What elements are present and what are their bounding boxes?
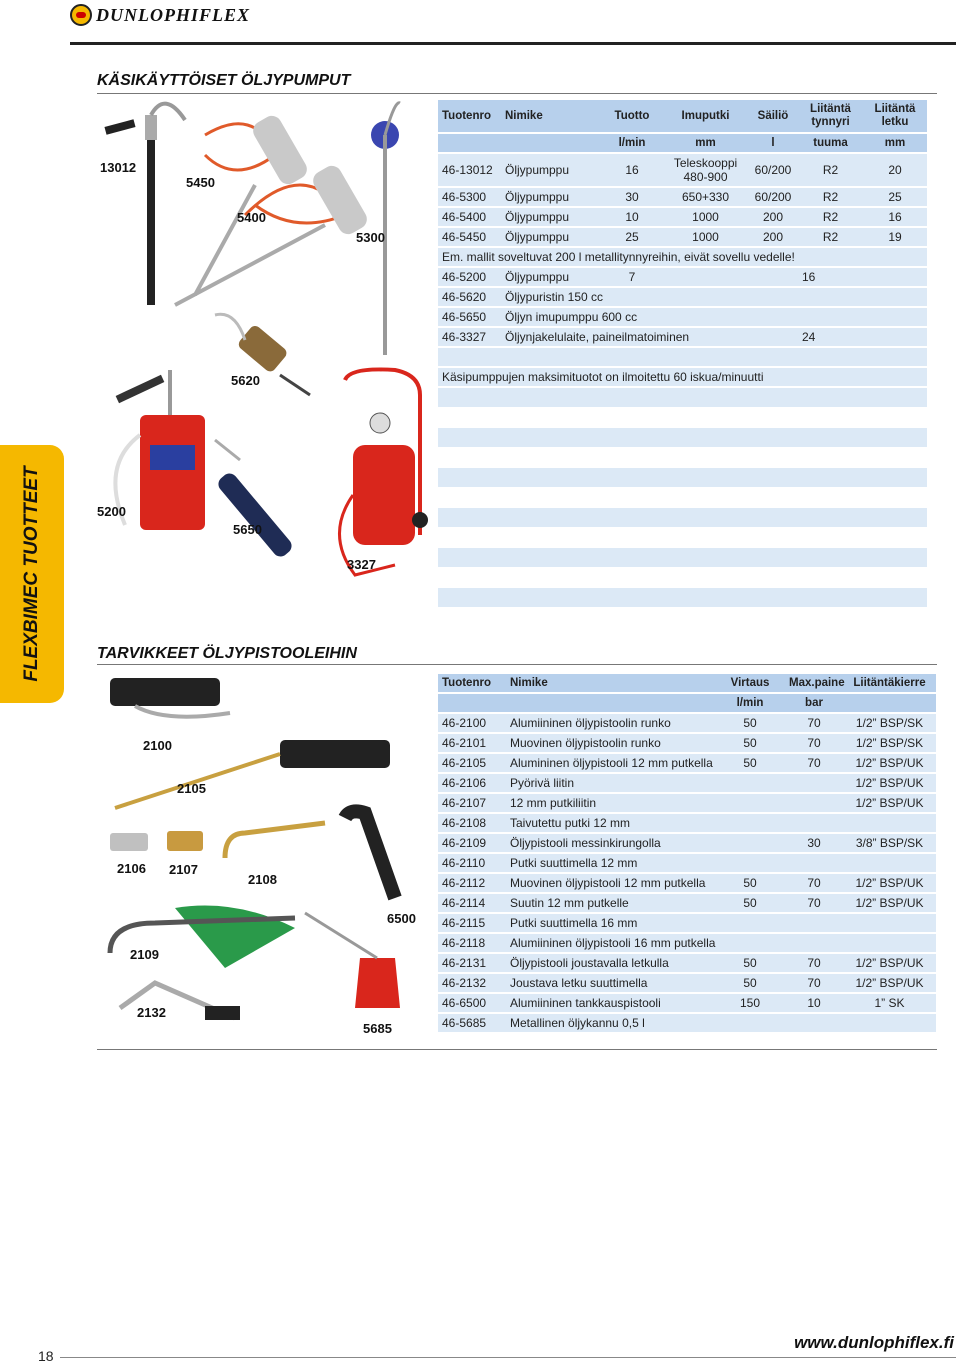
accessory-illustrations (95, 668, 435, 1043)
pump-5450-image (195, 112, 310, 295)
col-header: Säiliö (748, 100, 798, 132)
table-row (438, 268, 927, 286)
cell: 650+330 (663, 188, 748, 206)
cell: Alumiininen tankkauspistooli (506, 994, 715, 1012)
cell: 46-2112 (438, 874, 506, 892)
dunlop-d-icon (70, 4, 92, 26)
table-row (438, 328, 927, 346)
table-header-row (438, 674, 936, 692)
cell: Öljypistooli joustavalla letkulla (506, 954, 715, 972)
unit-cell: bar (785, 694, 843, 712)
cell: 1/2” BSP/UK (843, 974, 936, 992)
pump-5650-image (215, 440, 295, 560)
pump-3327-image (339, 369, 428, 575)
cell (785, 794, 843, 812)
cell (843, 914, 936, 932)
cell: 50 (715, 714, 785, 732)
blank-row (438, 468, 927, 487)
cell: Öljypumppu (501, 228, 601, 246)
pump-table (438, 98, 927, 388)
cell: Öljypumppu (501, 188, 601, 206)
cell: Teleskooppi 480-900 (663, 154, 748, 186)
table-units-row (438, 694, 936, 712)
table-row (438, 994, 936, 1012)
cell: 25 (863, 188, 927, 206)
cell: Taivutettu putki 12 mm (506, 814, 715, 832)
cell (715, 934, 785, 952)
cell: Alumiininen öljypistooli 16 mm putkella (506, 934, 715, 952)
cell: 46-2106 (438, 774, 506, 792)
picture-label: 2108 (248, 872, 277, 887)
table-row (438, 228, 927, 246)
cell: Joustava letku suuttimella (506, 974, 715, 992)
blank-row (438, 388, 927, 407)
cell (785, 854, 843, 872)
section2-bottom-rule (97, 1049, 937, 1050)
section1-title: KÄSIKÄYTTÖISET ÖLJYPUMPUT (97, 72, 351, 89)
cell: Putki suuttimella 16 mm (506, 914, 715, 932)
footer-rule (60, 1357, 956, 1358)
tube-2108-image (225, 823, 325, 858)
picture-label: 3327 (347, 557, 376, 572)
cell: Alumiininen öljypistoolin runko (506, 714, 715, 732)
blank-row (438, 428, 927, 447)
cell: 24 (798, 328, 863, 346)
cell: 46-13012 (438, 154, 501, 186)
table-note-row (438, 368, 927, 386)
table-row (438, 154, 927, 186)
table-units-row (438, 134, 927, 152)
cell (715, 1014, 785, 1032)
cell: 50 (715, 894, 785, 912)
col-header: Liitäntäkierre (843, 674, 936, 692)
swivel-2106-image (110, 833, 148, 851)
picture-label: 2132 (137, 1005, 166, 1020)
unit-cell (501, 134, 601, 152)
cell: 46-2109 (438, 834, 506, 852)
cell: 10 (601, 208, 663, 226)
table-note-row (438, 248, 927, 266)
cell: 150 (715, 994, 785, 1012)
cell: 16 (601, 154, 663, 186)
picture-label: 5620 (231, 373, 260, 388)
cell: 25 (601, 228, 663, 246)
cell: 46-2105 (438, 754, 506, 772)
col-header: Imuputki (663, 100, 748, 132)
picture-label: 5400 (237, 210, 266, 225)
section1-rule (97, 93, 937, 94)
cell: 60/200 (748, 154, 798, 186)
cell: 30 (601, 188, 663, 206)
footer-url[interactable]: www.dunlophiflex.fi (794, 1333, 954, 1352)
cell: Muovinen öljypistoolin runko (506, 734, 715, 752)
col-header: Liitäntä letku (863, 100, 927, 132)
cell: 46-2114 (438, 894, 506, 912)
cell: 46-5200 (438, 268, 501, 286)
col-header: Liitäntä tynnyri (798, 100, 863, 132)
unit-cell (438, 134, 501, 152)
unit-cell: tuuma (798, 134, 863, 152)
cell: 70 (785, 954, 843, 972)
picture-label: 6500 (387, 911, 416, 926)
note-text: Em. mallit soveltuvat 200 l metallitynnyreihin, eivät sovellu vedelle! (438, 248, 927, 266)
table-row (438, 934, 936, 952)
cell (785, 814, 843, 832)
unit-cell (506, 694, 715, 712)
table-row (438, 288, 927, 306)
picture-label: 5200 (97, 504, 126, 519)
col-header: Tuotenro (438, 100, 501, 132)
cell: 1000 (663, 208, 748, 226)
cell: 46-5300 (438, 188, 501, 206)
table-row (438, 974, 936, 992)
cell: 20 (863, 154, 927, 186)
cell: 1/2” BSP/UK (843, 874, 936, 892)
cell: Öljypumppu (501, 268, 601, 286)
brand-logo (70, 4, 250, 26)
picture-label: 5685 (363, 1021, 392, 1036)
cell (785, 914, 843, 932)
cell: 46-2108 (438, 814, 506, 832)
cell (715, 834, 785, 852)
cell: 46-5450 (438, 228, 501, 246)
cell: 70 (785, 714, 843, 732)
cell: Öljypuristin 150 cc (501, 288, 748, 306)
table-blank-row (438, 348, 927, 366)
cell: 46-5620 (438, 288, 501, 306)
cell: 16 (863, 208, 927, 226)
table-row (438, 954, 936, 972)
section2-rule (97, 664, 937, 665)
cell: 46-2101 (438, 734, 506, 752)
unit-cell: l/min (601, 134, 663, 152)
cell: 1” SK (843, 994, 936, 1012)
table-header-row (438, 100, 927, 132)
table-row (438, 714, 936, 732)
cell: 46-2110 (438, 854, 506, 872)
cell: 70 (785, 734, 843, 752)
blank-row (438, 588, 927, 607)
table-row (438, 774, 936, 792)
cell: 46-2118 (438, 934, 506, 952)
cell (785, 774, 843, 792)
table-row (438, 794, 936, 812)
note-text: Käsipumppujen maksimituotot on ilmoitettu 60 iskua/minuutti (438, 368, 927, 386)
cell: 50 (715, 974, 785, 992)
picture-label: 2109 (130, 947, 159, 962)
cell (843, 854, 936, 872)
cell (785, 1014, 843, 1032)
cell: 70 (785, 894, 843, 912)
cell: 46-3327 (438, 328, 501, 346)
cell: 70 (785, 974, 843, 992)
cell (843, 814, 936, 832)
side-tab (0, 445, 64, 703)
cell: 50 (715, 874, 785, 892)
cell: 1000 (663, 228, 748, 246)
oilcan-5685-image (305, 913, 400, 1008)
cell: 19 (863, 228, 927, 246)
cell: R2 (798, 228, 863, 246)
cell: Putki suuttimella 12 mm (506, 854, 715, 872)
cell: 46-2107 (438, 794, 506, 812)
cell: Pyörivä liitin (506, 774, 715, 792)
cell: 50 (715, 754, 785, 772)
cell: 1/2” BSP/SK (843, 714, 936, 732)
cell: 10 (785, 994, 843, 1012)
col-header: Tuotto (601, 100, 663, 132)
picture-label: 2107 (169, 862, 198, 877)
cell (715, 774, 785, 792)
cell: Suutin 12 mm putkelle (506, 894, 715, 912)
cell (843, 1014, 936, 1032)
cell: R2 (798, 154, 863, 186)
table-row (438, 914, 936, 932)
cell: 50 (715, 734, 785, 752)
table-row (438, 874, 936, 892)
cell: 50 (715, 954, 785, 972)
blank-row (438, 548, 927, 567)
cell: R2 (798, 188, 863, 206)
cell: 1/2” BSP/UK (843, 754, 936, 772)
cell: Öljypumppu (501, 208, 601, 226)
cell: 7 (601, 268, 663, 286)
cell: 1/2” BSP/SK (843, 734, 936, 752)
cell (715, 914, 785, 932)
cell: Öljypistooli messinkirungolla (506, 834, 715, 852)
header-rule (70, 42, 956, 45)
table-row (438, 814, 936, 832)
unit-cell: l (748, 134, 798, 152)
col-header: Nimike (506, 674, 715, 692)
cell: 3/8” BSP/SK (843, 834, 936, 852)
cell: 16 (798, 268, 863, 286)
unit-cell (438, 694, 506, 712)
table-row (438, 734, 936, 752)
cell: 70 (785, 874, 843, 892)
section2-title: TARVIKKEET ÖLJYPISTOOLEIHIN (97, 645, 357, 662)
cell: 46-6500 (438, 994, 506, 1012)
nozzle-6500-image (345, 811, 395, 898)
cell: 46-2115 (438, 914, 506, 932)
pump-5620-image (215, 314, 310, 395)
picture-label: 13012 (100, 160, 137, 175)
cell: 46-2100 (438, 714, 506, 732)
cell: 60/200 (748, 188, 798, 206)
pump-5300-image (371, 103, 400, 355)
cell: 46-5650 (438, 308, 501, 326)
table-row (438, 894, 936, 912)
picture-label: 2106 (117, 861, 146, 876)
table-row (438, 208, 927, 226)
cell: Öljynjakelulaite, paineilmatoiminen (501, 328, 798, 346)
gun-2100-image (110, 678, 230, 717)
blank-row (438, 508, 927, 527)
picture-label: 5450 (186, 175, 215, 190)
pump-5200-image (115, 370, 205, 530)
picture-label: 2105 (177, 781, 206, 796)
table-row (438, 1014, 936, 1032)
cell (785, 934, 843, 952)
col-header: Virtaus (715, 674, 785, 692)
pump-illustrations (95, 95, 437, 605)
cell: 70 (785, 754, 843, 772)
col-header: Nimike (501, 100, 601, 132)
cell: 1/2” BSP/UK (843, 894, 936, 912)
cell: 1/2” BSP/UK (843, 774, 936, 792)
page-number: 18 (38, 1348, 54, 1364)
unit-cell (843, 694, 936, 712)
picture-label: 2100 (143, 738, 172, 753)
table-row (438, 854, 936, 872)
col-header: Tuotenro (438, 674, 506, 692)
cell: 200 (748, 228, 798, 246)
cell: 46-2132 (438, 974, 506, 992)
cell (715, 854, 785, 872)
brand-name: DUNLOPHIFLEX (96, 4, 251, 25)
cell: Öljyn imupumppu 600 cc (501, 308, 748, 326)
cell: Muovinen öljypistooli 12 mm putkella (506, 874, 715, 892)
cell: Öljypumppu (501, 154, 601, 186)
table-row (438, 188, 927, 206)
table-row (438, 834, 936, 852)
cell: 1/2” BSP/UK (843, 794, 936, 812)
picture-label: 5650 (233, 522, 262, 537)
cell: 46-2131 (438, 954, 506, 972)
cell: Alumininen öljypistooli 12 mm putkella (506, 754, 715, 772)
cell: 200 (748, 208, 798, 226)
pump-13012-image (104, 104, 185, 305)
cell (715, 814, 785, 832)
side-tab-label: FLEXBIMEC TUOTTEET (21, 466, 42, 682)
accessory-table (438, 672, 936, 1034)
cell: 46-5685 (438, 1014, 506, 1032)
cell: 46-5400 (438, 208, 501, 226)
picture-label: 5300 (356, 230, 385, 245)
table-row (438, 308, 927, 326)
unit-cell: mm (663, 134, 748, 152)
cell: 30 (785, 834, 843, 852)
cell: R2 (798, 208, 863, 226)
unit-cell: mm (863, 134, 927, 152)
cell: 1/2” BSP/UK (843, 954, 936, 972)
cell: 12 mm putkiliitin (506, 794, 715, 812)
cell (843, 934, 936, 952)
col-header: Max.paine (785, 674, 843, 692)
unit-cell: l/min (715, 694, 785, 712)
cell (715, 794, 785, 812)
cell: Metallinen öljykannu 0,5 l (506, 1014, 715, 1032)
adapter-2107-image (167, 831, 203, 851)
table-row (438, 754, 936, 772)
